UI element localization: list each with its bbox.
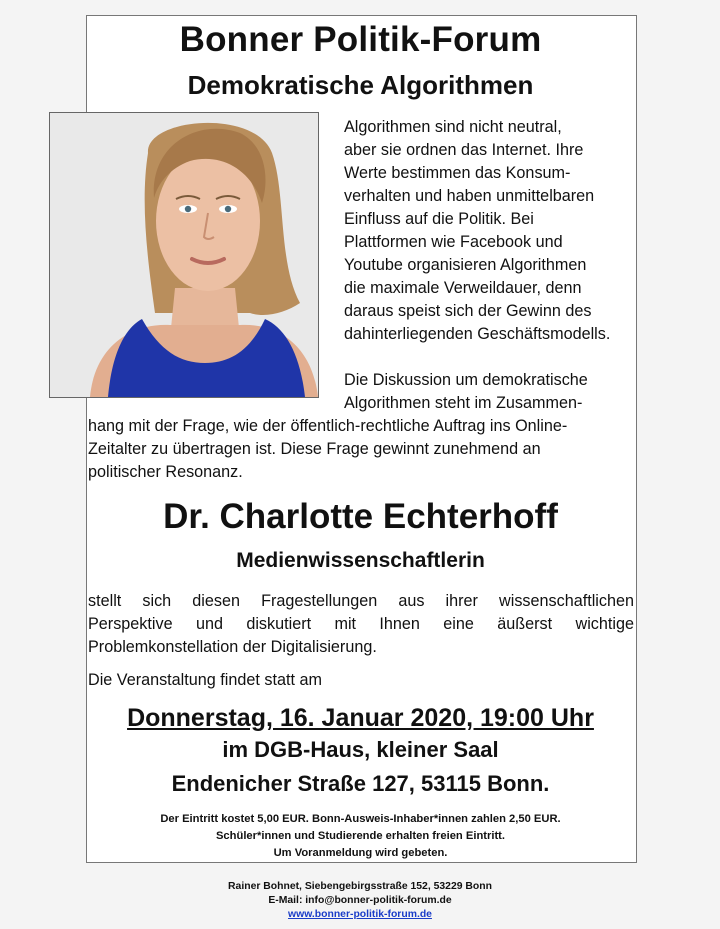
text-line: Einfluss auf die Politik. Bei [344,210,534,228]
speaker-role: Medienwissenschaftlerin [236,549,485,572]
fee-line: Um Voranmeldung wird gebeten. [273,847,448,859]
text-line: Algorithmen steht im Zusammen- [344,394,583,412]
intro-paragraph-1 [344,116,610,346]
event-address: Endenicher Straße 127, 53115 Bonn. [171,771,550,796]
text-line: aber sie ordnen das Internet. Ihre [344,141,584,159]
text-line: verhalten und haben unmittelbaren [344,187,595,205]
intro-paragraph-2-top [344,369,588,415]
event-venue: im DGB-Haus, kleiner Saal [222,737,499,762]
text-line: hang mit der Frage, wie der öffentlich-rechtliche Auftrag ins Online- [88,417,568,435]
fee-line: Der Eintritt kostet 5,00 EUR. Bonn-Ausweis-Inhaber*innen zahlen 2,50 EUR. [160,813,561,825]
text-line: Zeitalter zu übertragen ist. Diese Frage gewinnt zunehmend an [88,440,541,458]
text-line: dahinterliegenden Geschäftsmodells. [344,325,611,343]
portrait-photo-icon [50,113,318,397]
text-line: Youtube organisieren Algorithmen [344,256,587,274]
text-line: politischer Resonanz. [88,463,243,481]
footer-email[interactable]: E-Mail: info@bonner-politik-forum.de [268,895,452,906]
fee-line: Schüler*innen und Studierende erhalten freien Eintritt. [215,830,506,842]
text-line: Die Diskussion um demokratische [344,371,588,389]
page-title: Bonner Politik-Forum [179,20,542,59]
speaker-name: Dr. Charlotte Echterhoff [163,497,558,536]
text-line: daraus speist sich der Gewinn des [344,302,592,320]
speaker-photo [49,112,319,398]
event-date: Donnerstag, 16. Januar 2020, 19:00 Uhr [127,704,594,732]
page-subtitle: Demokratische Algorithmen [187,70,534,100]
text-line: die maximale Verweildauer, denn [344,279,582,297]
speaker-description-line: Perspektive und diskutiert mit Ihnen eine äußerst wichtige [88,615,634,633]
text-line: Plattformen wie Facebook und [344,233,563,251]
text-line: Werte bestimmen das Konsum- [344,164,571,182]
text-line: Algorithmen sind nicht neutral, [344,118,562,136]
event-intro: Die Veranstaltung findet statt am [88,671,322,689]
intro-paragraph-2-bottom [88,415,567,484]
speaker-description-line: stellt sich diesen Fragestellungen aus ihrer wissenschaftlichen [88,592,634,610]
speaker-description-line: Problemkonstellation der Digitalisierung. [88,638,377,656]
footer-website-link[interactable] [0,908,720,922]
footer-contact: Rainer Bohnet, Siebengebirgsstraße 152, 53229 Bonn [228,881,492,892]
website-link[interactable]: www.bonner-politik-forum.de [288,909,432,920]
